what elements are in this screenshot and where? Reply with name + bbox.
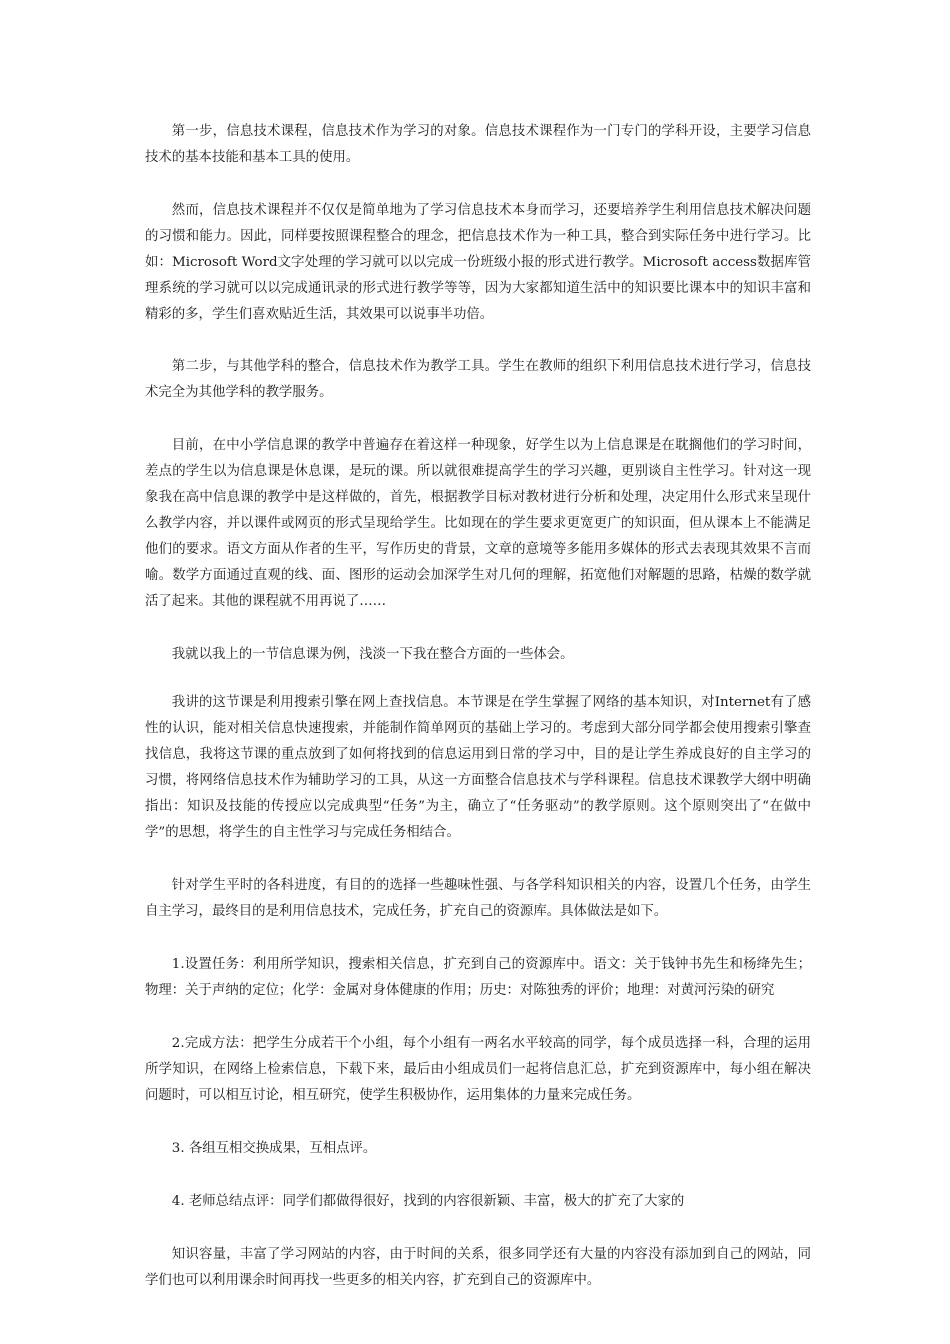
paragraph-example-intro: 我就以我上的一节信息课为例，浅淡一下我在整合方面的一些体会。 — [171, 647, 574, 662]
paragraph-task-setup: 针对学生平时的各科进度，有目的的选择一些趣味性强、与各学科知识相关的内容，设置几个任务，由学生自主学习，最终目的是利用信息技术，完成任务，扩充自己的资源库。具体做法是如下。 — [145, 878, 811, 919]
paragraph-item-2: 2.完成方法：把学生分成若干个小组，每个小组有一两名水平较高的同学，每个成员选择一科，合理的运用所学知识，在网络上检索信息，下载下来，最后由小组成员们一起将信息汇总，扩充到资源库中，每小组在解决问题时，可以相互讨论，相互研究，使学生积极协作，运用集体的力量来完成任务。 — [145, 1036, 811, 1103]
paragraph-step-two: 第二步，与其他学科的整合，信息技术作为教学工具。学生在教师的组织下利用信息技术进行学习，信息技术完全为其他学科的教学服务。 — [145, 359, 811, 400]
paragraph-lesson-description: 我讲的这节课是利用搜索引擎在网上查找信息。本节课是在学生掌握了网络的基本知识，对Internet有了感性的认识，能对相关信息快速搜索，并能制作简单网页的基础上学习的。考虑到大部分同学都会使用搜索引擎查找信息，我将这节课的重点放到了如何将找到的信息运用到日常的学习中，目的是让学生养成良好的自主学习的习惯，将网络信息技术作为辅助学习的工具，从这一方面整合信息技术与学科课程。信息技术课教学大纲中明确指出：知识及技能的传授应以完成典型“任务”为主，确立了“任务驱动”的教学原则。这个原则突出了“在做中学”的思想，将学生的自主性学习与完成任务相结合。 — [145, 695, 811, 840]
paragraph-item-1: 1.设置任务：利用所学知识，搜索相关信息，扩充到自己的资源库中。语文：关于钱钟书先生和杨绛先生；物理：关于声纳的定位；化学：金属对身体健康的作用；历史：对陈独秀的评价；地理：对黄河污染的研究 — [145, 957, 811, 998]
document-body — [145, 119, 811, 1321]
paragraph-current-situation: 目前，在中小学信息课的教学中普遍存在着这样一种现象，好学生以为上信息课是在耽搁他们的学习时间，差点的学生以为信息课是休息课，是玩的课。所以就很难提高学生的学习兴趣，更别谈自主性学习。针对这一现象我在高中信息课的教学中是这样做的，首先，根据教学目标对教材进行分析和处理，决定用什么形式来呈现什么教学内容，并以课件或网页的形式呈现给学生。比如现在的学生要求更宽更广的知识面，但从课本上不能满足他们的要求。语文方面从作者的生平，写作历史的背景，文章的意境等多能用多媒体的形式去表现其效果不言而喻。数学方面通过直观的线、面、图形的运动会加深学生对几何的理解，拓宽他们对解题的思路，枯燥的数学就活了起来。其他的课程就不用再说了…… — [145, 438, 811, 609]
paragraph-step-one: 第一步，信息技术课程，信息技术作为学习的对象。信息技术课程作为一门专门的学科开设，主要学习信息技术的基本技能和基本工具的使用。 — [145, 124, 811, 165]
paragraph-item-4: 4. 老师总结点评：同学们都做得很好，找到的内容很新颖、丰富，极大的扩充了大家的 — [171, 1194, 685, 1209]
paragraph-however: 然而，信息技术课程并不仅仅是简单地为了学习信息技术本身而学习，还要培养学生利用信息技术解决问题的习惯和能力。因此，同样要按照课程整合的理念，把信息技术作为一种工具，整合到实际任务中进行学习。比如：Microsoft Word文字处理的学习就可以以完成一份班级小报的形式进行教学。Microsoft access数据库管理系统的学习就可以以完成通讯录的形式进行教学等等，因为大家都知道生活中的知识要比课本中的知识丰富和精彩的多，学生们喜欢贴近生活，其效果可以说事半功倍。 — [145, 203, 811, 322]
paragraph-conclusion: 知识容量，丰富了学习网站的内容，由于时间的关系，很多同学还有大量的内容没有添加到自己的网站，同学们也可以利用课余时间再找一些更多的相关内容，扩充到自己的资源库中。 — [145, 1247, 811, 1288]
paragraph-item-3: 3. 各组互相交换成果，互相点评。 — [171, 1141, 377, 1156]
